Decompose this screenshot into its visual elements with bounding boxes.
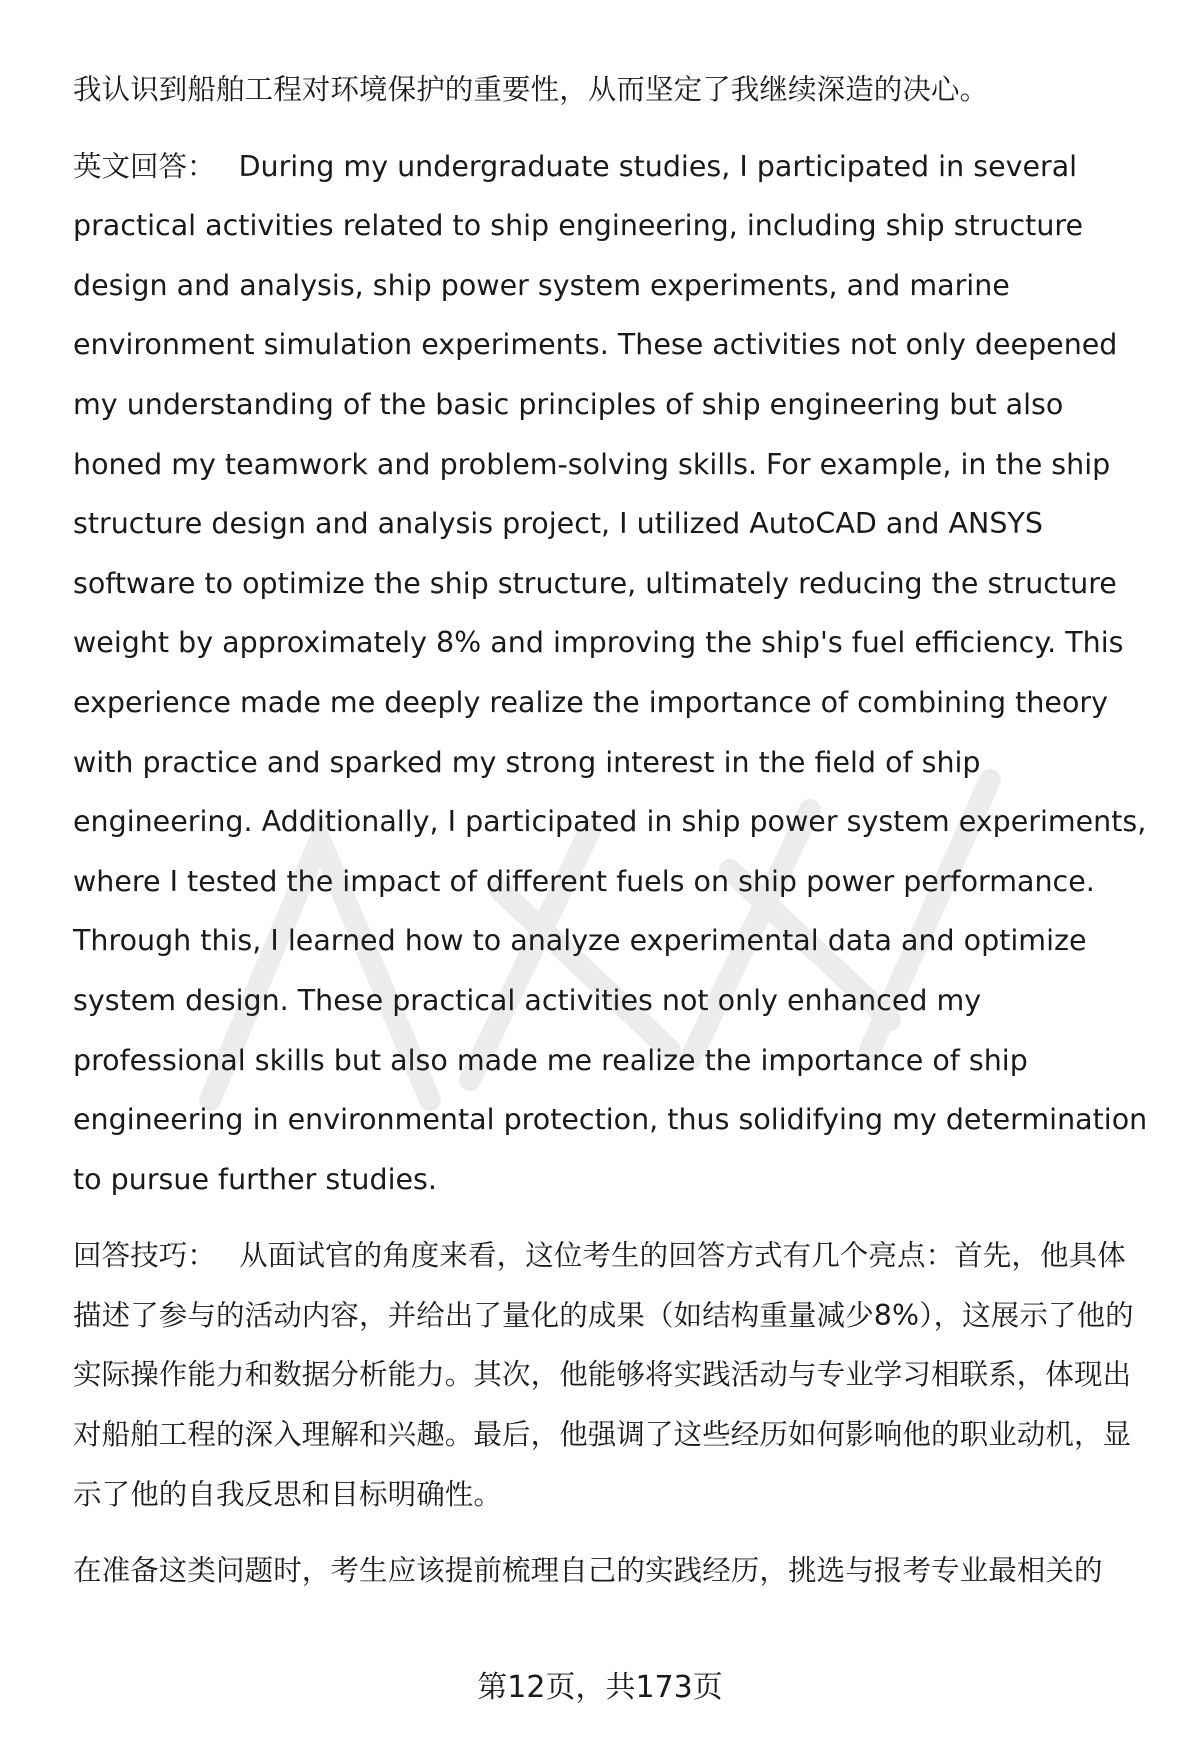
- paragraph-conclusion-text: 我认识到船舶工程对环境保护的重要性，从而坚定了我继续深造的决心。: [73, 73, 989, 106]
- paragraph-preparation: [73, 1541, 1153, 1601]
- answer-tips-text: 从面试官的角度来看，这位考生的回答方式有几个亮点：首先，他具体描述了参与的活动内容，并给出了量化的成果（如结构重量减少8%），这展示了他的实际操作能力和数据分析能力。其次，他能够将实践活动与专业学习相联系，体现出对船舶工程的深入理解和兴趣。最后，他强调了这些经历如何影响他的职业动机，显示了他的自我反思和目标明确性。: [73, 1239, 1134, 1511]
- answer-tips-label: 回答技巧：: [73, 1239, 217, 1273]
- paragraph-preparation-text: 在准备这类问题时，考生应该提前梳理自己的实践经历，挑选与报考专业最相关的: [73, 1554, 1103, 1588]
- paragraph-english-answer: [73, 137, 1153, 1210]
- page-footer: [0, 1668, 1200, 1708]
- paragraph-answer-tips: [73, 1226, 1153, 1524]
- document-body: [73, 60, 1153, 1618]
- english-answer-label: 英文回答：: [73, 149, 216, 183]
- page-number: 第12页，共173页: [477, 1670, 723, 1705]
- paragraph-conclusion: [73, 60, 1153, 120]
- english-answer-text: During my undergraduate studies, I participated in several practical activities related to ship engineering, including ship structure design and analysis, ship power system experiments, and marine environment simulation experiments. These activities not only deepened my understanding of the basic principles of ship engineering but also honed my teamwork and problem-solving skills. For example, in the ship structure design and analysis project, I utilized AutoCAD and ANSYS software to optimize the ship structure, ultimately reducing the structure weight by approximately 8% and improving the ship's fuel efficiency. This experience made me deeply realize the importance of combining theory with practice and sparked my strong interest in the field of ship engineering. Additionally, I participated in ship power system experiments, where I tested the impact of different fuels on ship power performance. Through this, I learned how to analyze experimental data and optimize system design. These practical activities not only enhanced my professional skills but also made me realize the importance of ship engineering in environmental protection, thus solidifying my determination to pursue further studies.: [73, 149, 1148, 1196]
